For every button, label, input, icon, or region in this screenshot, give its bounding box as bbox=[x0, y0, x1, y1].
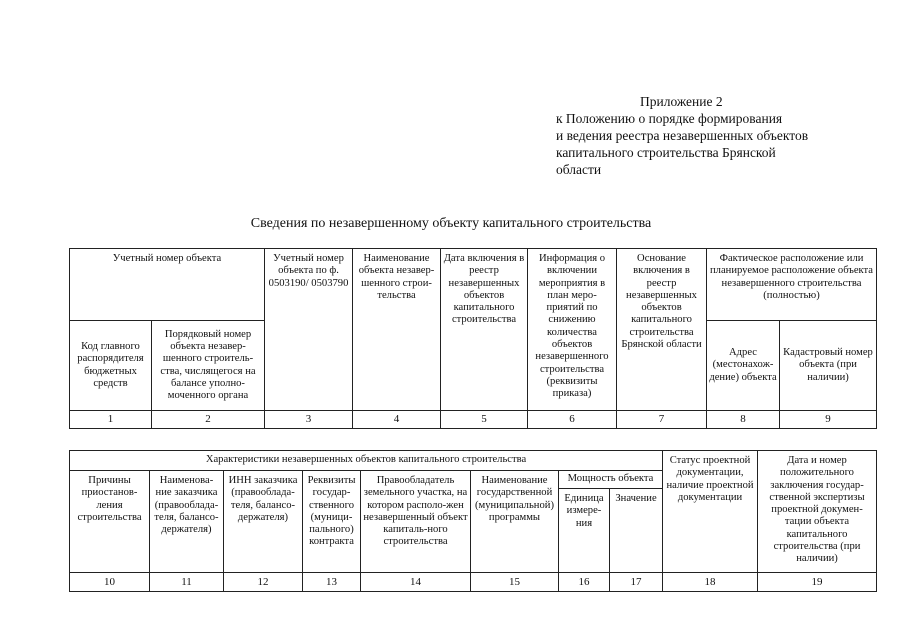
appendix-title: Приложение 2 bbox=[640, 94, 723, 109]
header-col-1: Код главного распорядителя бюджетных средств bbox=[70, 321, 152, 411]
header-col-16: Единица измере-ния bbox=[559, 489, 610, 573]
header-col-11: Наименова-ние заказчика (правооблада-теля, балансо-держателя) bbox=[150, 471, 224, 573]
header-col-4: Наименование объекта незавер-шенного строи-тельства bbox=[353, 249, 441, 411]
column-number: 13 bbox=[303, 573, 361, 592]
header-col-9: Кадастровый номер объекта (при наличии) bbox=[780, 321, 877, 411]
header-capacity: Мощность объекта bbox=[559, 471, 663, 489]
header-col-5: Дата включения в реестр незавершенных объектов капитального строительства bbox=[441, 249, 528, 411]
header-col-6: Информация о включении мероприятия в план меро-приятий по снижению количества объектов незавершенного строительства (реквизиты приказа) bbox=[528, 249, 617, 411]
header-col-7: Основание включения в реестр незавершенных объектов капитального строительства Брянской области bbox=[617, 249, 707, 411]
column-number: 19 bbox=[758, 573, 877, 592]
column-number: 6 bbox=[528, 411, 617, 429]
header-col-18: Статус проектной документации, наличие проектной документации bbox=[663, 451, 758, 573]
column-number: 16 bbox=[559, 573, 610, 592]
column-number: 7 bbox=[617, 411, 707, 429]
header-col-12: ИНН заказчика (правооблада-теля, балансо-держателя) bbox=[224, 471, 303, 573]
characteristics-table bbox=[69, 450, 877, 592]
appendix-line: области bbox=[556, 162, 602, 177]
column-number: 18 bbox=[663, 573, 758, 592]
appendix-line: капитального строительства Брянской bbox=[556, 145, 776, 160]
header-location: Фактическое расположение или планируемое расположение объекта незавершенного строительства (полностью) bbox=[707, 249, 877, 321]
column-number: 8 bbox=[707, 411, 780, 429]
header-col-19: Дата и номер положительного заключения государ-ственной экспертизы проектной докумен-тации объекта капитального строительства (при наличии) bbox=[758, 451, 877, 573]
appendix-block bbox=[556, 93, 808, 178]
header-col-10: Причины приостанов-ления строительства bbox=[70, 471, 150, 573]
header-col-13: Реквизиты государ-ственного (муници-пального) контракта bbox=[303, 471, 361, 573]
column-number: 11 bbox=[150, 573, 224, 592]
column-number: 10 bbox=[70, 573, 150, 592]
column-number: 14 bbox=[361, 573, 471, 592]
header-col-14: Правообладатель земельного участка, на котором располо-жен незавершенный объект капиталь-ного строительства bbox=[361, 471, 471, 573]
header-col-17: Значение bbox=[610, 489, 663, 573]
column-number: 9 bbox=[780, 411, 877, 429]
header-account-number: Учетный номер объекта bbox=[70, 249, 265, 321]
column-number: 5 bbox=[441, 411, 528, 429]
object-info-table bbox=[69, 248, 877, 429]
column-number: 1 bbox=[70, 411, 152, 429]
column-number: 12 bbox=[224, 573, 303, 592]
appendix-line: и ведения реестра незавершенных объектов bbox=[556, 128, 809, 143]
header-col-2: Порядковый номер объекта незавер-шенного строитель-ства, числящегося на балансе уполно-моченного органа bbox=[152, 321, 265, 411]
column-number: 3 bbox=[265, 411, 353, 429]
column-number: 15 bbox=[471, 573, 559, 592]
header-col-15: Наименование государственной (муниципальной) программы bbox=[471, 471, 559, 573]
column-number: 17 bbox=[610, 573, 663, 592]
appendix-line: к Положению о порядке формирования bbox=[556, 111, 783, 126]
header-characteristics: Характеристики незавершенных объектов капитального строительства bbox=[70, 451, 663, 471]
column-number: 4 bbox=[353, 411, 441, 429]
header-col-8: Адрес (местонахож-дение) объекта bbox=[707, 321, 780, 411]
document-title: Сведения по незавершенному объекту капитального строительства bbox=[250, 216, 652, 231]
column-number: 2 bbox=[152, 411, 265, 429]
header-col-3: Учетный номер объекта по ф. 0503190/ 0503790 bbox=[265, 249, 353, 411]
